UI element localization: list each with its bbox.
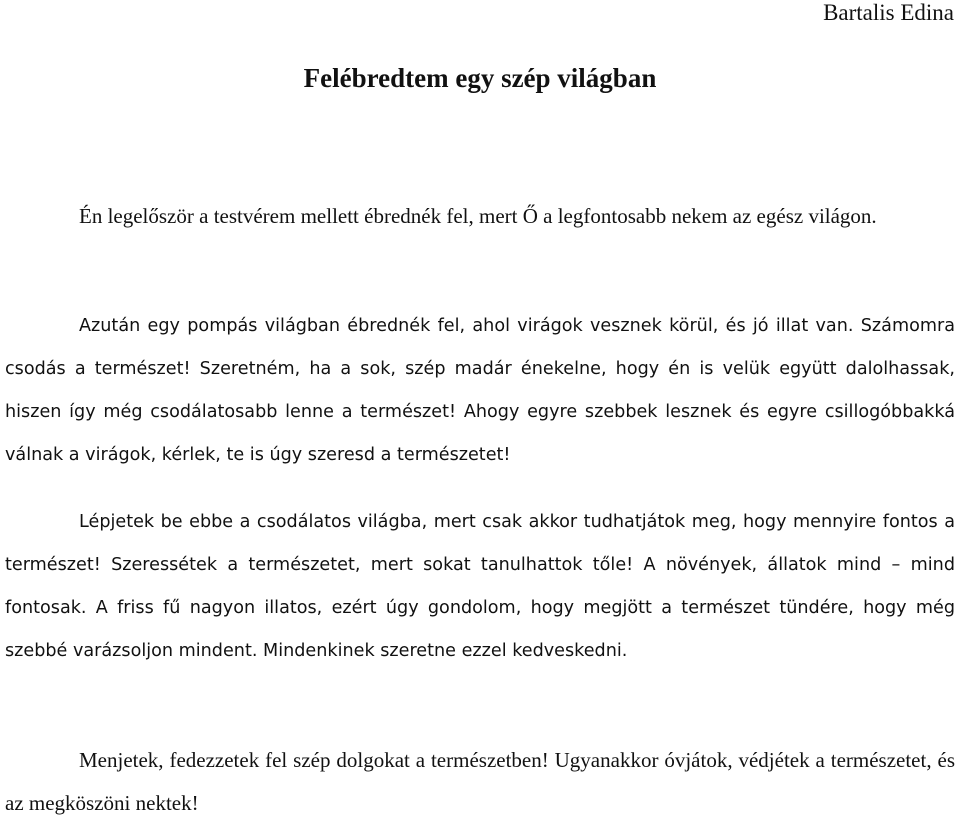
paragraph-1: Én legelőször a testvérem mellett ébrednék fel, mert Ő a legfontosabb nekem az egész világon. — [79, 204, 877, 228]
author-name: Bartalis Edina — [823, 0, 954, 25]
paragraph-2: Azután egy pompás világban ébrednék fel, ahol virágok vesznek körül, és jó illat van. Számomra csodás a természet! Szeretném, ha a sok, szép madár énekelne, hogy én is velük együtt dalolhassak, hiszen így még csodálatosabb lenne a természet! Ahogy egyre szebbek lesznek és egyre csillogóbbakká válnak a virágok, kérlek, te is úgy szeresd a természetet! — [5, 316, 955, 465]
paragraph-4: Menjetek, fedezzetek fel szép dolgokat a természetben! Ugyanakkor óvjátok, védjétek a természetet, és az megköszöni nektek! — [5, 748, 955, 815]
paragraph-3: Lépjetek be ebbe a csodálatos világba, mert csak akkor tudhatjátok meg, hogy mennyire fontos a természet! Szeressétek a természetet, mert sokat tanulhattok tőle! A növények, állatok mind – mind fontosak. A friss fű nagyon illatos, ezért úgy gondolom, hogy megjött a természet tündére, hogy még szebbé varázsoljon mindent. Mindenkinek szeretne ezzel kedveskedni. — [5, 512, 955, 661]
document-title: Felébredtem egy szép világban — [303, 63, 657, 93]
